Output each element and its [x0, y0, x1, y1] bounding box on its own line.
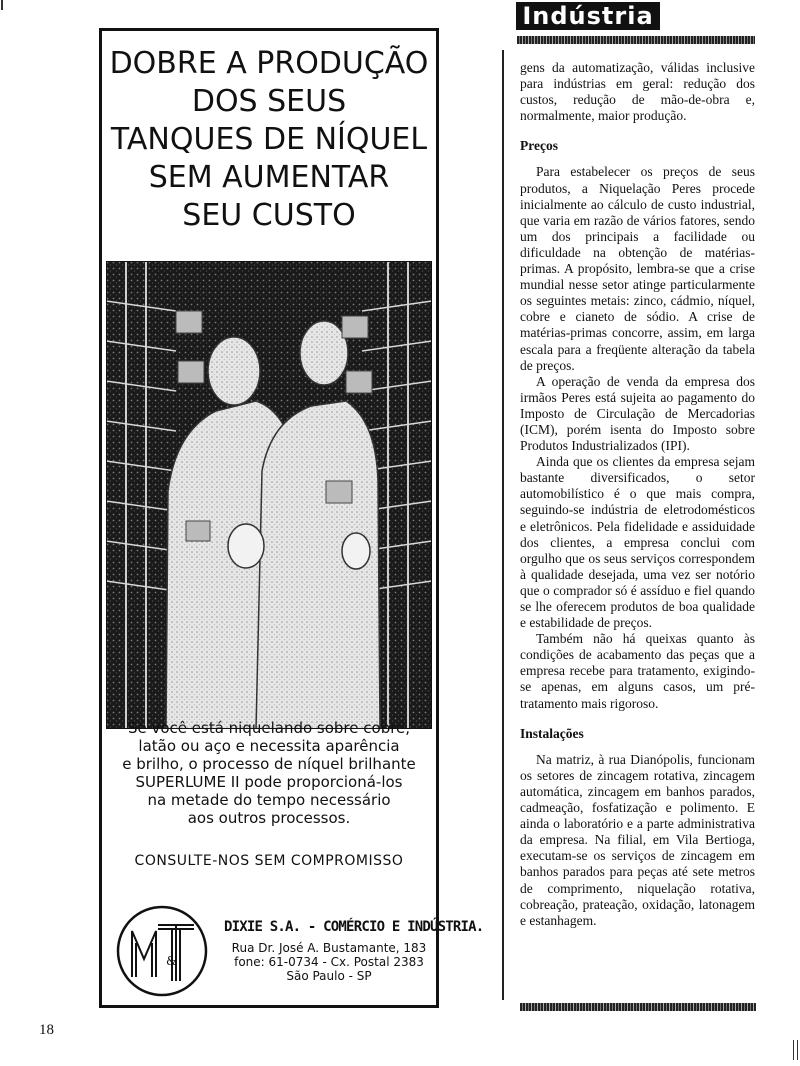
- ad-body-line: SUPERLUME II pode proporcioná-los: [135, 773, 403, 791]
- advertisement: [99, 28, 484, 1008]
- ad-address-line: São Paulo - SP: [286, 969, 372, 983]
- ad-address-line: Rua Dr. José A. Bustamante, 183: [231, 941, 427, 955]
- ad-address-line: fone: 61-0734 - Cx. Postal 2383: [234, 955, 424, 969]
- ad-headline: [102, 45, 436, 235]
- scan-mark-bottom-right: [793, 1040, 798, 1060]
- ad-body-line: e brilho, o processo de níquel brilhante: [122, 755, 416, 773]
- ad-body-line: aos outros processos.: [187, 809, 351, 827]
- article-column: [520, 60, 755, 929]
- ad-body-line: Se você está niquelando sobre cobre,: [127, 719, 411, 737]
- ad-body-text: [102, 719, 436, 827]
- ad-headline-line: SEU CUSTO: [182, 198, 356, 233]
- ad-body-line: latão ou aço e necessita aparência: [138, 737, 400, 755]
- article-end-rule: [520, 1003, 756, 1011]
- article-paragraph: Para estabelecer os preços de seus produtos, a Niquelação Peres procede inicialmente ao cálculo de custo industrial, que varia em razão de vários fatores, sendo um dos principais a facilidade ou dificuldade na obtenção de matérias-primas. A propósito, lembra-se que a crise mundial nesse setor atinge particularmente os seguintes metais: zinco, cádmio, níquel, cobre e cianeto de sódio. A crise de matérias-primas concorre, assim, em larga escala para a freqüente alteração da tabela de preços.: [520, 164, 755, 373]
- article-paragraph: gens da automatização, válidas inclusive para indústrias em geral: redução dos custos, redução de mão-de-obra e, normalmente, maior produção.: [520, 60, 755, 124]
- page-number: 18: [39, 1022, 54, 1038]
- article-heading-instalacoes: Instalações: [520, 725, 584, 741]
- article-paragraph: Também não há queixas quanto às condições de acabamento das peças que a empresa recebe para tratamento, exigindo-se apenas, em alguns casos, um pré-tratamento mais rigoroso.: [520, 631, 755, 711]
- ad-call-to-action: CONSULTE-NOS SEM COMPROMISSO: [134, 853, 404, 869]
- article-paragraph: Na matriz, à rua Dianópolis, funcionam os setores de zincagem rotativa, zincagem automática, zincagem em banhos parados, cadmeação, fosfatização e polimento. E ainda o laboratório e a parte administrativa da empresa. Na filial, em Vila Bertioga, executam-se os serviços de zincagem em banhos parados para peças até sete metros de comprimento, niquelação rotativa, cobreação, prateação, oxidação, latonagem e estanhagem.: [520, 751, 755, 928]
- section-title-rule: [517, 36, 755, 44]
- article-paragraph: A operação de venda da empresa dos irmãos Peres está sujeita ao pagamento do Imposto de Circulação de Mercadorias (ICM), porém isenta do Imposto sobre Produtos Industrializados (IPI).: [520, 373, 755, 454]
- ad-headline-line: TANQUES DE NÍQUEL: [110, 122, 428, 157]
- ad-photo-workers: [106, 261, 432, 729]
- ad-headline-line: DOBRE A PRODUÇÃO: [109, 46, 429, 81]
- scan-mark-top-left: [1, 0, 3, 10]
- article-paragraph: Ainda que os clientes da empresa sejam bastante diversificados, o setor automobilístico é o que mais compra, seguindo-se indústria de eletrodomésticos e eletrônicos. Pela fidelidade e assiduidade dos clientes, a empresa conclui com orgulho que os seus serviços correspondem à qualidade desejada, uma vez ser notório que o comprador só é assíduo e fiel quando se lhe oferecem produtos de boa qualidade e estabilidade de preços.: [520, 454, 755, 631]
- article-heading-precos: Preços: [520, 138, 558, 154]
- ad-headline-line: DOS SEUS: [191, 84, 347, 119]
- ad-body-line: na metade do tempo necessário: [147, 791, 391, 809]
- section-title: Indústria: [516, 2, 660, 30]
- svg-text:&: &: [166, 954, 177, 968]
- column-divider: [502, 50, 504, 1000]
- ad-headline-line: SEM AUMENTAR: [148, 160, 390, 195]
- mt-logo-icon: [114, 903, 210, 999]
- ad-address: [224, 941, 434, 983]
- ad-company-name: DIXIE S.A. - COMÉRCIO E INDÚSTRIA.: [224, 919, 484, 935]
